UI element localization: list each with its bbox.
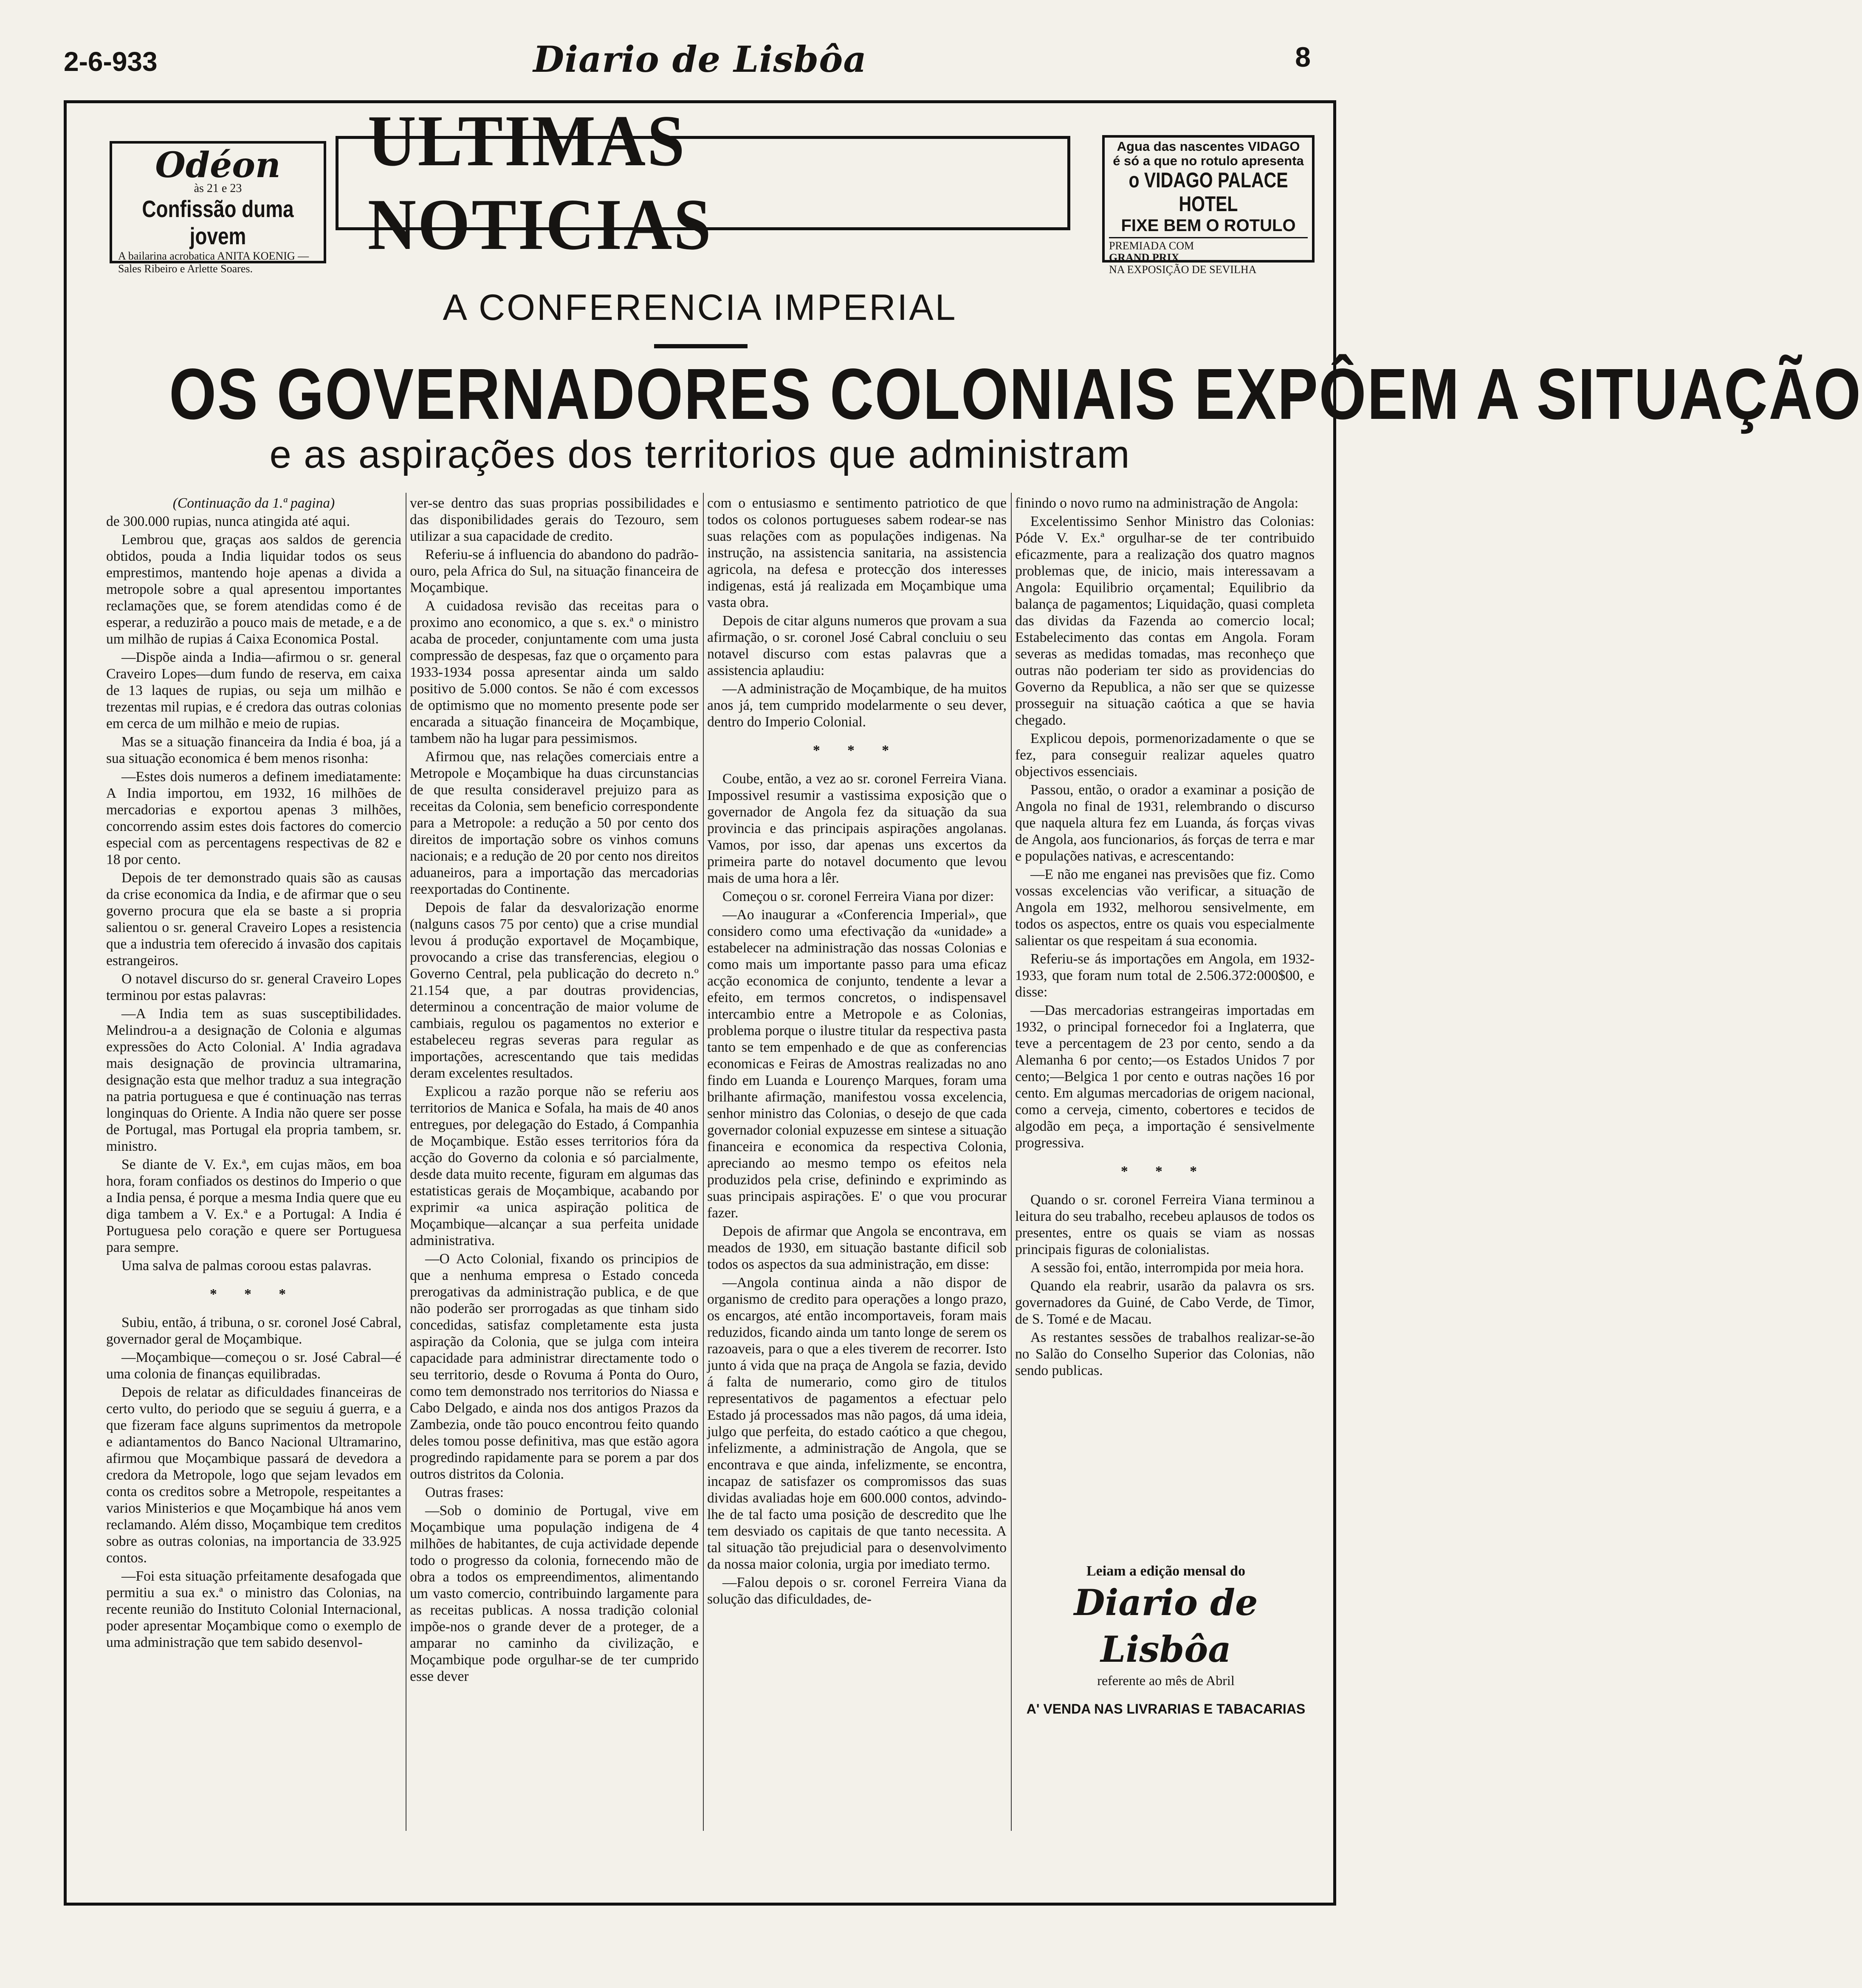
article-kicker: A CONFERENCIA IMPERIAL bbox=[443, 287, 957, 328]
article-column-4 bbox=[1015, 495, 1315, 1378]
paragraph: As restantes sessões de trabalhos realizar-se-ão no Salão do Conselho Superior das Colonias, não sendo publicas. bbox=[1015, 1330, 1315, 1378]
article-subhead: e as aspirações dos territorios que administram bbox=[269, 433, 1131, 476]
promo-line-3: A' VENDA NAS LIVRARIAS E TABACARIAS bbox=[1026, 1701, 1306, 1717]
paragraph: —Estes dois numeros a definem imediatamente: A India importou, em 1932, 16 milhões de mercadorias e exportou apenas 3 milhões, concorrendo assim estes dois factores do comercio especial com as percentagens respectivas de 82 e 18 por cento. bbox=[106, 769, 401, 867]
paragraph: —E não me enganei nas previsões que fiz. Como vossas excelencias vão verificar, a situação de Angola em 1932, melhorou sensivelmente, em todos os aspectos, entre os quais vou especialmente salientar os que respeitam á sua economia. bbox=[1015, 867, 1315, 949]
paragraph: Explicou depois, pormenorizadamente o que se fez, para conseguir realizar aqueles quatro objectivos essenciais. bbox=[1015, 731, 1315, 779]
section-banner-text: ULTIMAS NOTICIAS bbox=[367, 101, 713, 265]
section-stars: * * * bbox=[813, 743, 901, 758]
paragraph: —Ao inaugurar a «Conferencia Imperial», que considero como uma efectivação da «unidade» a estabelecer na administração das nossas Colonias e como mais um importante passo para uma eficaz acção economica de conjunto, tendente a levar a efeito, em termos concretos, o indispensavel intercambio entre a Metropole e as Colonias, problema porque o ilustre titular da respectiva pasta tanto se tem empenhado e de que as conferencias economicas e Feiras de Amostras realizadas no ano findo em Luanda e Lourenço Marques, foram uma brilhante afirmação, manifestou vossa excelencia, senhor ministro das Colonias, o desejo de que cada governador colonial expuzesse em sintese a situação financeira e economica da respectiva Colonia, apreciando ao mesmo tempo os efeitos nela produzidos pela crise, definindo e exprimindo as suas principais aspirações. E' o que vou procurar fazer. bbox=[707, 907, 1007, 1221]
paragraph: Referiu-se ás importações em Angola, em 1932-1933, que foram num total de 2.506.372:000$00, e disse: bbox=[1015, 951, 1315, 1000]
paragraph: de 300.000 rupias, nunca atingida até aqui. bbox=[106, 514, 350, 529]
vidago-line-7: NA EXPOSIÇÃO DE SEVILHA bbox=[1109, 263, 1257, 276]
masthead bbox=[0, 0, 1400, 98]
page-number: 8 bbox=[1295, 41, 1311, 73]
paragraph: —Das mercadorias estrangeiras importadas em 1932, o principal fornecedor foi a Inglaterra, que teve a percentagem de 23 por cento, sendo a da Alemanha 6 por cento;—os Estados Unidos 7 por cento;—Belgica 1 por cento e outras nações 16 por cento. Em algumas mercadorias de origem nacional, como a cerveja, cimento, cobertores e tecidos de algodão em peça, a importação é sensivelmente progressiva. bbox=[1015, 1002, 1315, 1151]
article-headline: OS GOVERNADORES COLONIAIS EXPÔEM A SITUAÇÃO bbox=[169, 354, 1862, 435]
paragraph: —Falou depois o sr. coronel Ferreira Viana da solução das dificuldades, de- bbox=[707, 1575, 1007, 1607]
column-rule bbox=[1011, 493, 1012, 1831]
odeon-film-title: Confissão duma jovem bbox=[142, 195, 294, 249]
paragraph: —O Acto Colonial, fixando os principios de que a nenhuma empresa o Estado conceda prerogativas da administração publica, e de que não poderão ser prorrogadas as que tinham sido concedidas, satisfaz completamente esta justa aspiração da Colonia, que se julga com inteira capacidade para administrar directamente todo o seu territorio, desde o Rovuma á Ponta do Ouro, como tem demonstrado nos territorios do Niassa e Cabo Delgado, e ainda nos dos antigos Prazos da Zambezia, onde tão pouco encontrou feito quando deles tomou posse definitiva, mas que estão agora progredindo rapidamente para se porem a par dos outros distritos da Colonia. bbox=[410, 1251, 699, 1482]
paragraph: —A India tem as suas susceptibilidades. Melindrou-a a designação de Colonia e algumas expressões do Acto Colonial. A' India agradava mais designação de provincia ultramarina, designação esta que melhor traduz a sua integração na patria portuguesa e que é continuação nas terras longinquas do Oriente. A India não quere ser posse de Portugal, mas Portugal ela propria tambem, sr. ministro. bbox=[106, 1006, 401, 1154]
paragraph: Passou, então, o orador a examinar a posição de Angola no final de 1931, relembrando o discurso que naquela altura fez em Luanda, ás forças vivas de Angola, aos funcionarios, ás forças de terra e mar e populações nativas, e acrescentando: bbox=[1015, 782, 1315, 864]
kicker-rule bbox=[654, 344, 748, 348]
monthly-edition-promo bbox=[1017, 1563, 1315, 1717]
paragraph: Começou o sr. coronel Ferreira Viana por dizer: bbox=[722, 889, 994, 904]
odeon-cast: A bailarina acrobatica ANITA KOENIG — Sales Ribeiro e Arlette Soares. bbox=[118, 250, 309, 275]
vidago-line-6: GRAND PRIX bbox=[1109, 251, 1179, 264]
promo-title: Diario de Lisbôa bbox=[1074, 1581, 1258, 1670]
paragraph: Explicou a razão porque não se referiu aos territorios de Manica e Sofala, ha mais de 40 anos entregues, por delegação do Estado, á Companhia de Moçambique. Estão esses territorios fóra da acção do Governo da colonia e só parcialmente, desde data muito recente, figuram em algumas das estatisticas gerais de Moçambique, acabando por exprimir «a unica aspiração politica de Moçambique—alcançar a sua perfeita unidade administrativa. bbox=[410, 1084, 699, 1248]
paragraph: A sessão foi, então, interrompida por meia hora. bbox=[1030, 1260, 1304, 1276]
paragraph: —Sob o dominio de Portugal, vive em Moçambique uma população indigena de 4 milhões de habitantes, de cuja actividade depende todo o progresso da colonia, fornecendo mão de obra a todos os empreendimentos, alimentando um vasto comercio, contribuindo largamente para as receitas publicas. A nossa tradição colonial impõe-nos o grande dever de a proteger, de a amparar no caminho da civilização, e Moçambique pode orgulhar-se de ter cumprido esse dever bbox=[410, 1503, 699, 1684]
paragraph: Depois de relatar as dificuldades financeiras de certo vulto, do periodo que se seguiu á guerra, e a que fizeram face alguns suprimentos da metropole e adiantamentos do Banco Nacional Ultramarino, afirmou que Moçambique passará de devedora a credora da Metropole, logo que sejam levados em conta os creditos sobre a Metropole, respeitantes a varios Ministerios e que Moçambique há anos vem reclamando. Além disso, Moçambique tem creditos sobre as outras colonias, na importancia de 33.925 contos. bbox=[106, 1384, 401, 1566]
paragraph: Depois de falar da desvalorização enorme (nalguns casos 75 por cento) que a crise mundial levou á produção exportavel de Moçambique, provocando a crise das transferencias, elegiou o Governo Central, pela publicação do decreto n.º 21.154 que, a par doutras providencias, determinou a concentração de maior volume de cambiais, regulou os pagamentos no exterior e estabeleceu regras severas para regular as importações, acrescentando que tais medidas deram excelentes resultados. bbox=[410, 900, 699, 1081]
vidago-line-4: FIXE BEM O ROTULO bbox=[1121, 216, 1296, 235]
section-banner bbox=[336, 101, 1070, 265]
paragraph: Quando o sr. coronel Ferreira Viana terminou a leitura do seu trabalho, recebeu aplausos de todos os presentes, entre os quais se viam as nossas principais figuras de colonialistas. bbox=[1015, 1192, 1315, 1257]
column-rule bbox=[703, 493, 704, 1831]
paragraph: Depois de ter demonstrado quais são as causas da crise economica da India, e de afirmar que o seu governo procura que ela se baste a si propria salientou o sr. general Craveiro Lopes a resistencia que a industria tem oferecido á invasão dos capitais estrangeiros. bbox=[106, 870, 401, 969]
newspaper-title: Diario de Lisbôa bbox=[533, 38, 867, 80]
paragraph: finindo o novo rumo na administração de Angola: bbox=[1015, 495, 1299, 511]
paragraph: com o entusiasmo e sentimento patriotico de que todos os colonos portugueses sabem rodear-se nas suas relações com as populações indigenas. Na instrução, na assistencia sanitaria, na assistencia agricola, na defesa e protecção dos interesses indigenas, está já realizada em Moçambique uma vasta obra. bbox=[707, 495, 1007, 610]
paragraph: Mas se a situação financeira da India é boa, já a sua situação economica é bem menos risonha: bbox=[106, 734, 401, 766]
paragraph: Referiu-se á influencia do abandono do padrão-ouro, pela Africa do Sul, na situação financeira de Moçambique. bbox=[410, 547, 699, 596]
vidago-line-5: PREMIADA COM bbox=[1109, 240, 1194, 252]
section-stars: * * * bbox=[210, 1286, 298, 1302]
paragraph: Se diante de V. Ex.ª, em cujas mãos, em boa hora, foram confiados os destinos do Imperio o que a India pensa, é porque a mesma India quere que eu diga tambem a V. Ex.ª e a Portugal: A India é Portuguesa pelo coração e quere ser Portuguesa para sempre. bbox=[106, 1157, 401, 1255]
paragraph: Coube, então, a vez ao sr. coronel Ferreira Viana. Impossivel resumir a vastissima exposição que o governador de Angola fez da situação da sua provincia e das principais aspirações angolanas. Vamos, por isso, dar apenas uns excertos da primeira parte do notavel documento que levou mais de uma hora a lêr. bbox=[707, 771, 1007, 886]
paragraph: —Moçambique—começou o sr. José Cabral—é uma colonia de finanças equilibradas. bbox=[106, 1350, 401, 1382]
paragraph: Afirmou que, nas relações comerciais entre a Metropole e Moçambique ha duas circunstancias de que resulta consideravel prejuizo para as receitas da Colonia, sem beneficio correspondente para a Metropole: a redução a 50 por cento dos direitos de importação sobre os vinhos comuns nacionais; e a redução de 20 por cento nos direitos aduaneiros, para a importação das mercadorias reexportadas do Continente. bbox=[410, 749, 699, 897]
article-column-3 bbox=[707, 495, 1007, 1824]
paragraph: A cuidadosa revisão das receitas para o proximo ano economico, a que s. ex.ª o ministro acaba de proceder, conjuntamente com uma justa compressão de despesas, faz que o orçamento para 1933-1934 possa apresentar ainda um saldo positivo de 5.000 contos. Se não é com excessos de optimismo que no momento presente pode ser encarada a situação financeira de Moçambique, tambem não ha lugar para pessimismos. bbox=[410, 598, 699, 746]
paragraph: Depois de afirmar que Angola se encontrava, em meados de 1930, em situação bastante dificil sob todos os aspectos da sua administração, em disse: bbox=[707, 1223, 1007, 1272]
paragraph: —Foi esta situação prfeitamente desafogada que permitiu a sua ex.ª o ministro das Colonias, na recente reunião do Instituto Colonial Internacional, poder apresentar Moçambique como o exemplo de uma administração que tem sabido desenvol- bbox=[106, 1568, 401, 1650]
paragraph: Uma salva de palmas coroou estas palavras. bbox=[121, 1258, 372, 1274]
vidago-line-1: Agua das nascentes VIDAGO bbox=[1117, 139, 1300, 154]
paragraph: Lembrou que, graças aos saldos de gerencia obtidos, pouda a India liquidar todos os seus emprestimos, mantendo hoje apenas a divida a metropole sobre a qual apresentou importantes reclamações que, se forem atendidas como é de esperar, a reduzirão a pouco mais de metade, e a de um milhão de rupias á Caixa Economica Postal. bbox=[106, 532, 401, 647]
section-stars: * * * bbox=[1121, 1163, 1209, 1179]
paragraph: —A administração de Moçambique, de ha muitos anos já, tem cumprido modelarmente o seu dever, dentro do Imperio Colonial. bbox=[707, 681, 1007, 730]
paragraph: —Dispõe ainda a India—afirmou o sr. general Craveiro Lopes—dum fundo de reserva, em caixa de 13 laques de rupias, ou seja um milhão e trezentas mil rupias, e é credora das outras colonias em cerca de um milhão e meio de rupias. bbox=[106, 649, 401, 731]
article-column-2 bbox=[410, 495, 699, 1824]
paragraph: Excelentissimo Senhor Ministro das Colonias: Póde V. Ex.ª orgulhar-se de ter contribuido eficazmente, para a realização dos quatro magnos problemas que, de inicio, mais interessavam a Angola: Equilibrio orçamental; Equilibrio da balança de pagamentos; Liquidação, quasi completa das dividas da Fazenda ao comercio local; Estabelecimento das contas em Angola. Foram severas as medidas tomadas, mas reconheço que outras não poderiam ter sido as providencias do Governo da Republica, a não ser que se quizesse prosseguir na situação caótica a que se havia chegado. bbox=[1015, 514, 1315, 728]
vidago-line-2: é só a que no rotulo apresenta bbox=[1113, 153, 1304, 168]
odeon-logo: Odéon bbox=[155, 145, 281, 186]
paragraph: O notavel discurso do sr. general Craveiro Lopes terminou por estas palavras: bbox=[106, 971, 401, 1003]
vidago-water-ad bbox=[1102, 135, 1315, 276]
continuation-note: (Continuação da 1.ª pagina) bbox=[172, 495, 335, 511]
odeon-showtimes: às 21 e 23 bbox=[194, 182, 242, 195]
vidago-divider bbox=[1109, 237, 1308, 238]
paragraph: ver-se dentro das suas proprias possibilidades e das disponibilidades gerais do Tezouro, sem utilizar a sua capacidade de credito. bbox=[410, 495, 699, 544]
issue-date: 2-6-933 bbox=[64, 46, 158, 77]
paragraph: —Angola continua ainda a não dispor de organismo de credito para operações a longo prazo, os encargos, até então incomportaveis, foram mais reduzidos, ficando ainda um tanto longe de serem os razoaveis, para o que a eles tiverem de recorrer. Isto junto á vida que na praça de Angola se fazia, devido á falta de numerario, como giro de titulos representativos de pagamentos a efectuar pelo Estado já processados mas não pagos, dá uma ideia, julgo que perfeita, do estado caótico a que chegou, infelizmente, a administração de Angola, que se encontrava e que ainda, infelizmente, se encontra, incapaz de satisfazer os compromissos das suas dividas avaliadas hoje em 600.000 contos, advindo-lhe de tal facto uma posição de descredito que lhe tem desviado os capitais de que tanto necessita. A tal situação tão prejudicial para o desenvolvimento da nossa maior colonia, urgia por imediato termo. bbox=[707, 1275, 1007, 1572]
vidago-line-3: o VIDAGO PALACE HOTEL bbox=[1128, 168, 1288, 216]
promo-line-1: Leiam a edição mensal do bbox=[1086, 1563, 1245, 1579]
promo-line-2: referente ao mês de Abril bbox=[1097, 1673, 1235, 1688]
paragraph: Subiu, então, á tribuna, o sr. coronel José Cabral, governador geral de Moçambique. bbox=[106, 1315, 401, 1347]
odeon-cinema-ad bbox=[110, 141, 326, 275]
paragraph: Quando ela reabrir, usarão da palavra os srs. governadores da Guiné, de Cabo Verde, de Timor, de S. Tomé e de Macau. bbox=[1015, 1278, 1315, 1327]
article-column-1 bbox=[106, 495, 401, 1824]
paragraph: Depois de citar alguns numeros que provam a sua afirmação, o sr. coronel José Cabral concluiu o seu notavel discurso com estas palavras que a assistencia aplaudiu: bbox=[707, 613, 1007, 678]
paragraph: Outras frases: bbox=[425, 1485, 504, 1500]
